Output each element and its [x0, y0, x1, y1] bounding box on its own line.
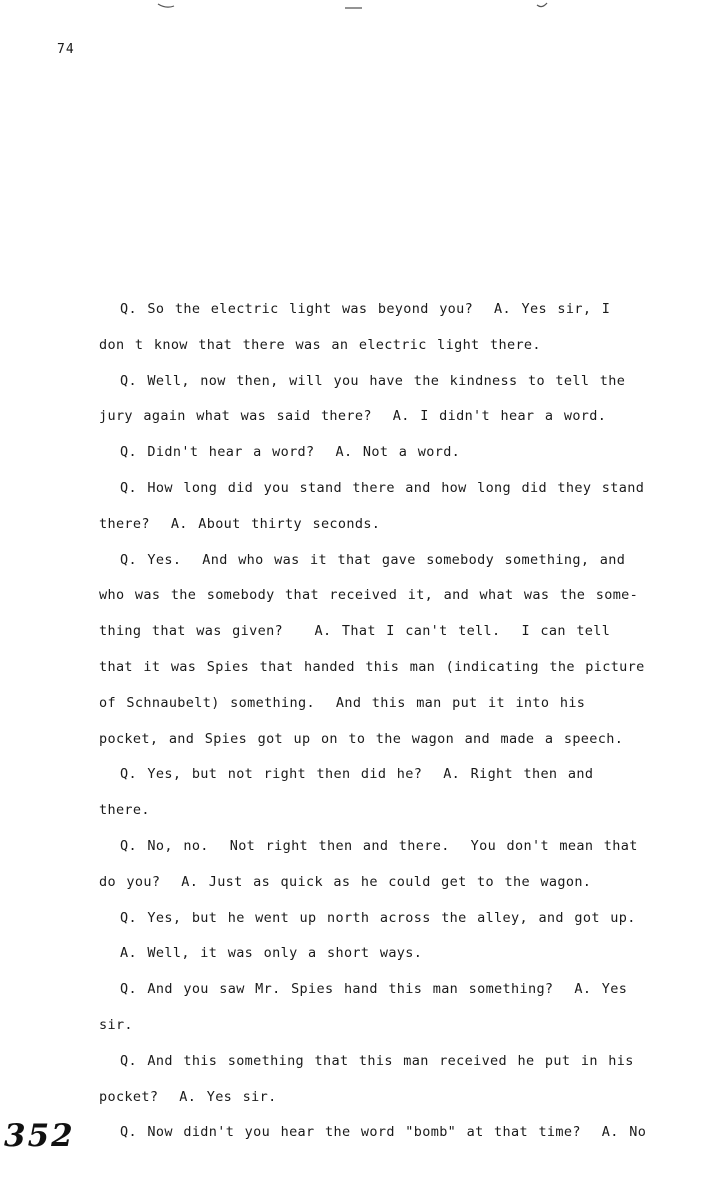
- transcript-line: don t know that there was an electric light there.: [99, 336, 541, 353]
- transcript-line: A. Well, it was only a short ways.: [120, 945, 423, 962]
- transcript-line: Q. Well, now then, will you have the kindness to tell the: [120, 372, 626, 389]
- transcript-line: of Schnaubelt) something. And this man put it into his: [99, 694, 586, 711]
- transcript-line: that it was Spies that handed this man (indicating the picture: [99, 658, 645, 675]
- transcript-line: sir.: [99, 1016, 133, 1033]
- transcript-line: pocket? A. Yes sir.: [99, 1088, 277, 1105]
- transcript-line: Q. Now didn't you hear the word "bomb" at that time? A. No: [120, 1124, 647, 1141]
- page-number: 74: [57, 42, 75, 57]
- transcript-line: who was the somebody that received it, and what was the some-: [99, 587, 639, 604]
- transcript-line: Q. Yes. And who was it that gave somebody something, and: [120, 551, 626, 568]
- transcript-line: Q. And this something that this man received he put in his: [120, 1052, 634, 1069]
- transcript-line: pocket, and Spies got up on to the wagon and made a speech.: [99, 730, 624, 747]
- transcript-line: thing that was given? A. That I can't tell. I can tell: [99, 623, 611, 640]
- scan-mark-right: [537, 3, 547, 7]
- scan-top-marks: [0, 0, 711, 14]
- transcript-line: there? A. About thirty seconds.: [99, 515, 381, 532]
- margin-handwritten-number: 352: [4, 1118, 75, 1154]
- transcript-line: Q. So the electric light was beyond you? A. Yes sir, I: [120, 301, 611, 317]
- transcript-line: do you? A. Just as quick as he could get to the wagon.: [99, 873, 592, 890]
- transcript-line: Q. No, no. Not right then and there. You don't mean that: [120, 837, 638, 854]
- scan-mark-left: [158, 4, 174, 7]
- transcript-line: there.: [99, 802, 150, 819]
- transcript-line: jury again what was said there? A. I didn't hear a word.: [99, 408, 607, 425]
- transcript-line: Q. Didn't hear a word? A. Not a word.: [120, 444, 461, 461]
- transcript-line: Q. And you saw Mr. Spies hand this man something? A. Yes: [120, 981, 628, 998]
- transcript-line: Q. Yes, but he went up north across the alley, and got up.: [120, 909, 636, 926]
- transcript-line: Q. How long did you stand there and how long did they stand: [120, 479, 645, 496]
- transcript-body: [99, 292, 684, 1151]
- transcript-line: Q. Yes, but not right then did he? A. Right then and: [120, 766, 594, 783]
